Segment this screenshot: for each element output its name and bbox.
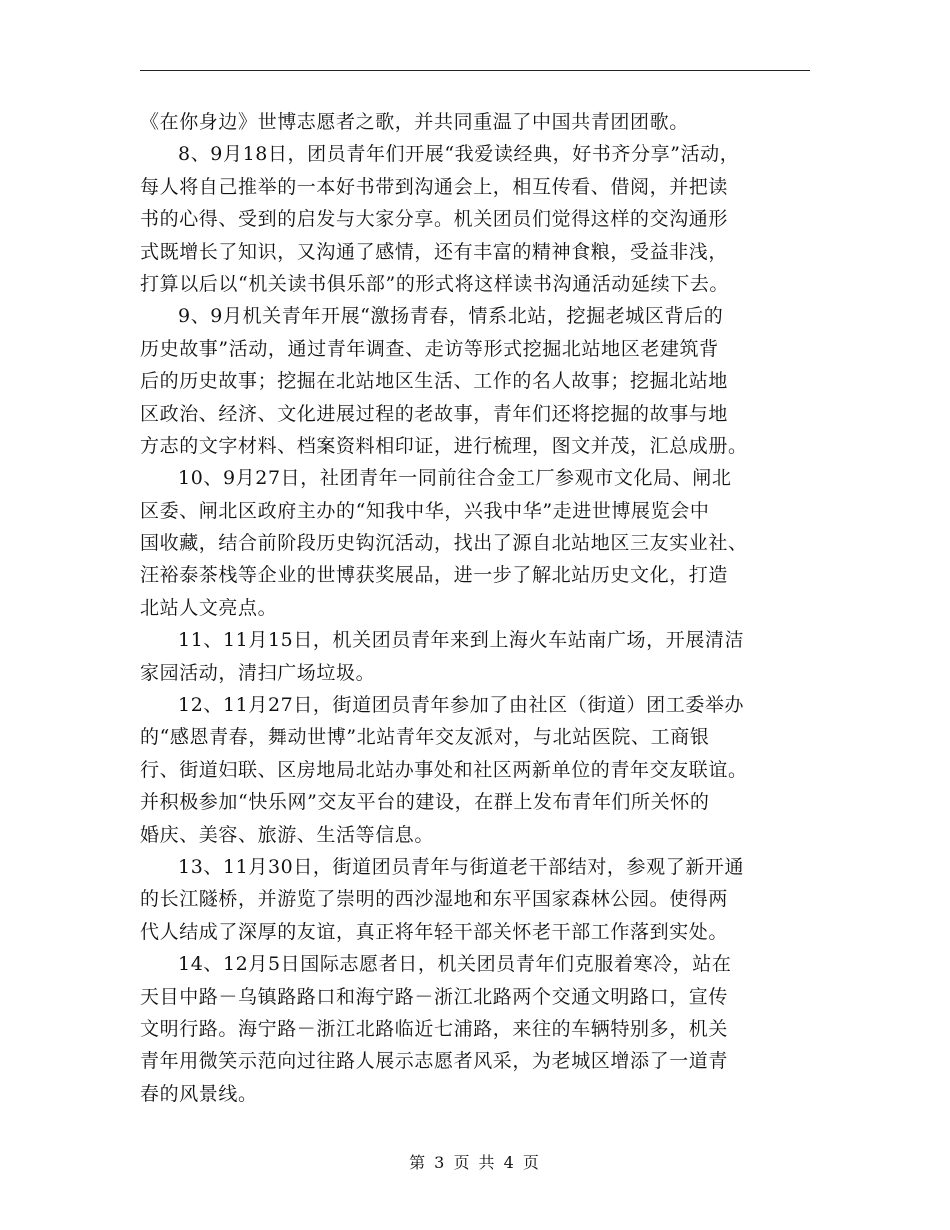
header-rule [140,70,810,71]
body-text-line: 家园活动，清扫广场垃圾。 [140,661,376,684]
body-text-line: 国收藏，结合前阶段历史钩沉活动，找出了源自北站地区三友实业社、 [140,532,748,555]
body-text-line: 书的心得、受到的启发与大家分享。机关团员们觉得这样的交沟通形 [140,208,729,231]
body-text-line: 区委、闸北区政府主办的“知我中华，兴我中华”走进世博展览会中 [140,499,710,522]
body-text-line: 青年用微笑示范向过往路人展示志愿者风采，为老城区增添了一道青 [140,1050,729,1073]
body-text-line: 行、街道妇联、区房地局北站办事处和社区两新单位的青年交友联谊。 [140,758,748,781]
body-text-line: 文明行路。海宁路－浙江北路临近七浦路，来往的车辆特别多，机关 [140,1017,729,1040]
body-text-line: 13、11月30日，街道团员青年与街道老干部结对，参观了新开通 [178,855,745,878]
body-text-line: 方志的文字材料、档案资料相印证，进行梳理，图文并茂，汇总成册。 [140,434,748,457]
body-text-line: 11、11月15日，机关团员青年来到上海火车站南广场，开展清洁 [178,629,745,652]
body-text-line: 12、11月27日，街道团员青年参加了由社区（街道）团工委举办 [178,694,745,717]
body-text-line: 区政治、经济、文化进展过程的老故事，青年们还将挖掘的故事与地 [140,402,729,425]
body-text-line: 历史故事”活动，通过青年调查、走访等形式挖掘北站地区老建筑背 [140,337,719,360]
body-text-line: 的“感恩青春，舞动世博”北站青年交友派对，与北站医院、工商银 [140,726,710,749]
body-text-line: 并积极参加“快乐网”交友平台的建设，在群上发布青年们所关怀的 [140,791,710,814]
body-text-line: 10、9月27日，社团青年一同前往合金工厂参观市文化局、闸北 [178,467,732,490]
body-text-line: 打算以后以“机关读书俱乐部”的形式将这样读书沟通活动延续下去。 [140,272,730,295]
body-text-line: 每人将自己推举的一本好书带到沟通会上，相互传看、借阅，并把读 [140,175,729,198]
document-body [140,106,810,1110]
body-text-line: 婚庆、美容、旅游、生活等信息。 [140,823,435,846]
body-text-line: 天目中路－乌镇路路口和海宁路－浙江北路两个交通文明路口，宣传 [140,985,729,1008]
body-text-line: 9、9月机关青年开展“激扬青春，情系北站，挖掘老城区背后的 [178,305,724,328]
body-text-line: 北站人文亮点。 [140,596,278,619]
body-text-line: 汪裕泰茶栈等企业的世博获奖展品，进一步了解北站历史文化，打造 [140,564,729,587]
body-text-line: 8、9月18日，团员青年们开展“我爱读经典，好书齐分享”活动， [178,143,740,166]
page-number-footer: 第 3 页 共 4 页 [409,1153,541,1172]
body-text-line: 后的历史故事；挖掘在北站地区生活、工作的名人故事；挖掘北站地 [140,370,729,393]
body-text-line: 式既增长了知识，又沟通了感情，还有丰富的精神食粮，受益非浅， [140,240,729,263]
body-text-line: 代人结成了深厚的友谊，真正将年轻干部关怀老干部工作落到实处。 [140,920,729,943]
body-text-line: 14、12月5日国际志愿者日，机关团员青年们克服着寒冷，站在 [178,953,732,976]
body-text-line: 《在你身边》世博志愿者之歌，并共同重温了中国共青团团歌。 [140,111,689,133]
body-text-line: 春的风景线。 [140,1082,258,1105]
body-text-line: 的长江隧桥，并游览了崇明的西沙湿地和东平国家森林公园。使得两 [140,888,729,911]
